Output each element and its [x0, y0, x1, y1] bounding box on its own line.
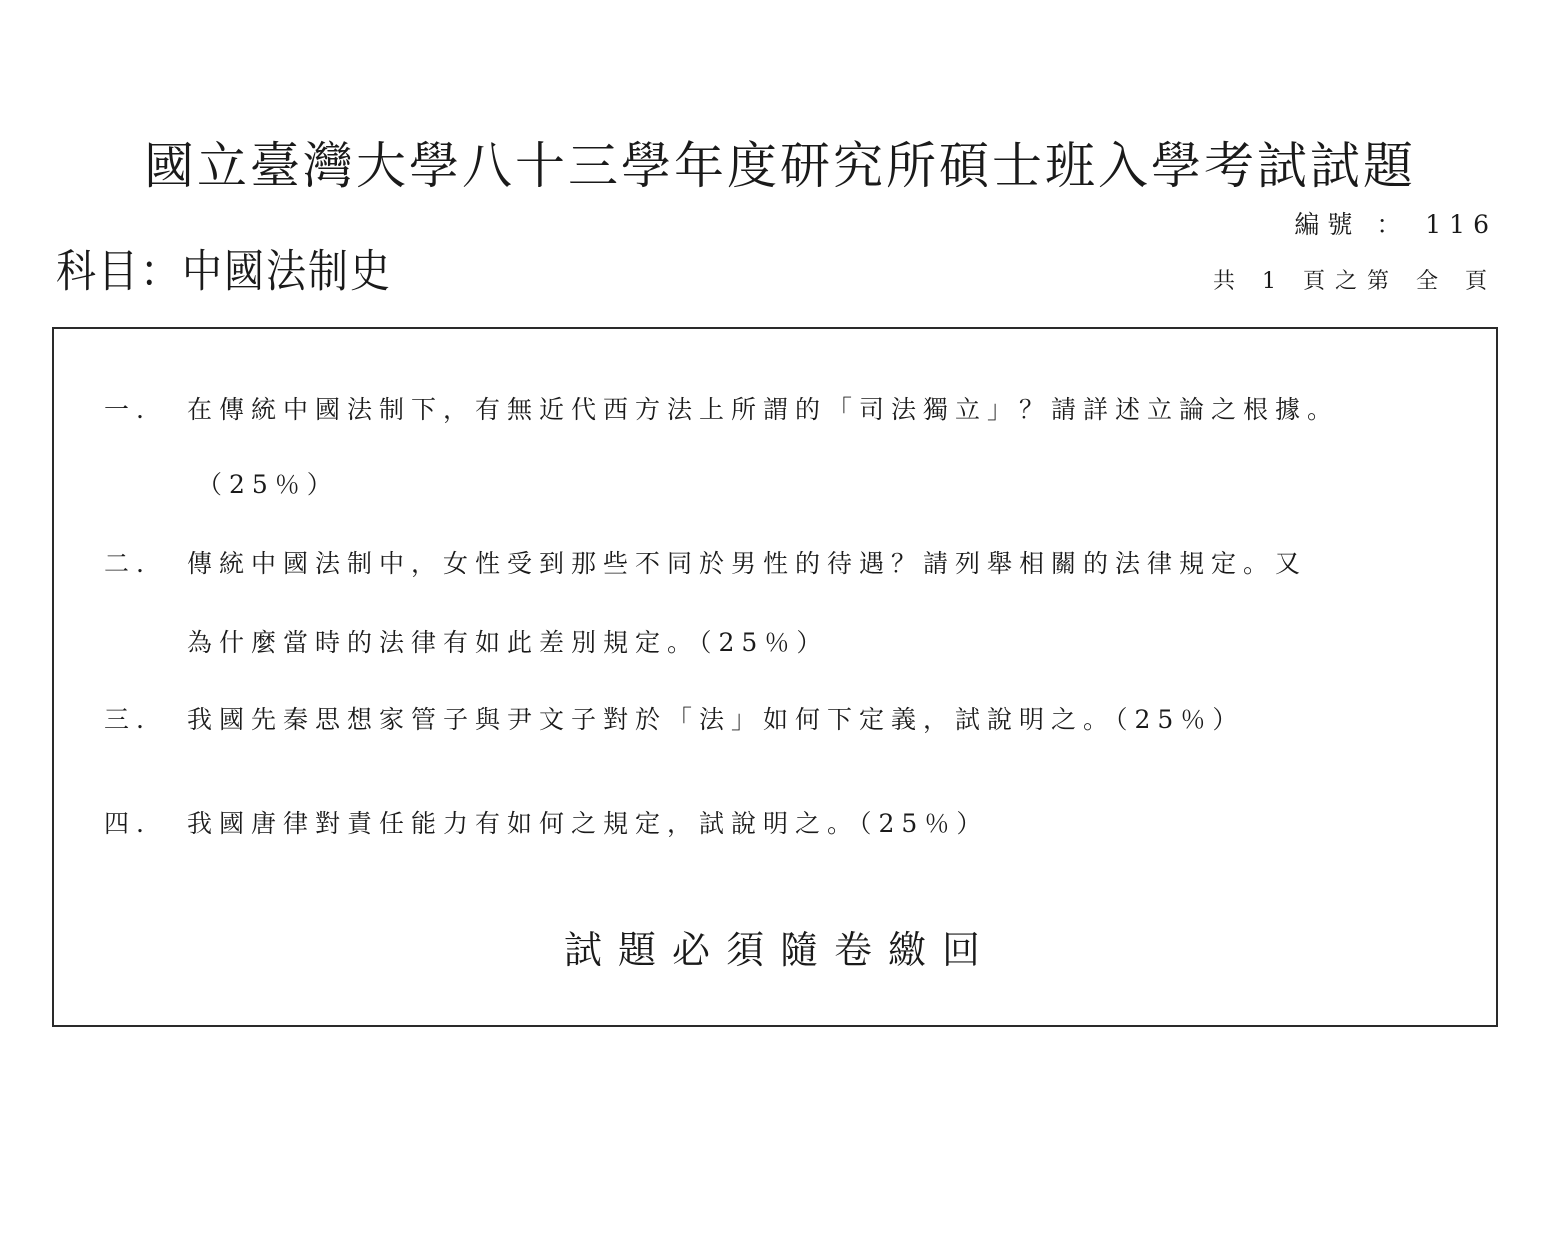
question-text: 傳統中國法制中，女性受到那些不同於男性的待遇？請列舉相關的法律規定。又: [187, 549, 1308, 578]
exam-number-separator: ：: [1376, 210, 1410, 239]
exam-title: 國立臺灣大學八十三學年度研究所碩士班入學考試試題: [144, 137, 1416, 195]
exam-number-label: 編號: [1294, 210, 1361, 239]
exam-number: [1294, 205, 1497, 241]
subject-line: [56, 236, 392, 300]
question-number: 三.: [104, 705, 151, 734]
subject-label: 科目：: [56, 246, 182, 298]
subject-value: 中國法制史: [182, 246, 392, 298]
question-number: 一.: [104, 395, 151, 424]
question-text: 在傳統中國法制下，有無近代西方法上所謂的「司法獨立」？請詳述立論之根據。: [187, 395, 1340, 424]
question-number: 二.: [104, 549, 151, 578]
exam-number-value: 116: [1425, 210, 1497, 239]
return-notice: 試題必須隨卷繳回: [563, 928, 996, 972]
question-text: 我國先秦思想家管子與尹文子對於「法」如何下定義，試說明之。（25％）: [187, 705, 1245, 734]
question-1-continuation: （25％）: [197, 470, 339, 499]
question-box: [52, 327, 1498, 1027]
question-number: 四.: [104, 809, 151, 838]
page-info: 共 1 頁之第 全 頁: [1213, 269, 1497, 294]
question-text: 我國唐律對責任能力有如何之規定，試說明之。（25％）: [187, 809, 989, 838]
question-2-continuation: 為什麼當時的法律有如此差別規定。（25％）: [187, 628, 829, 657]
